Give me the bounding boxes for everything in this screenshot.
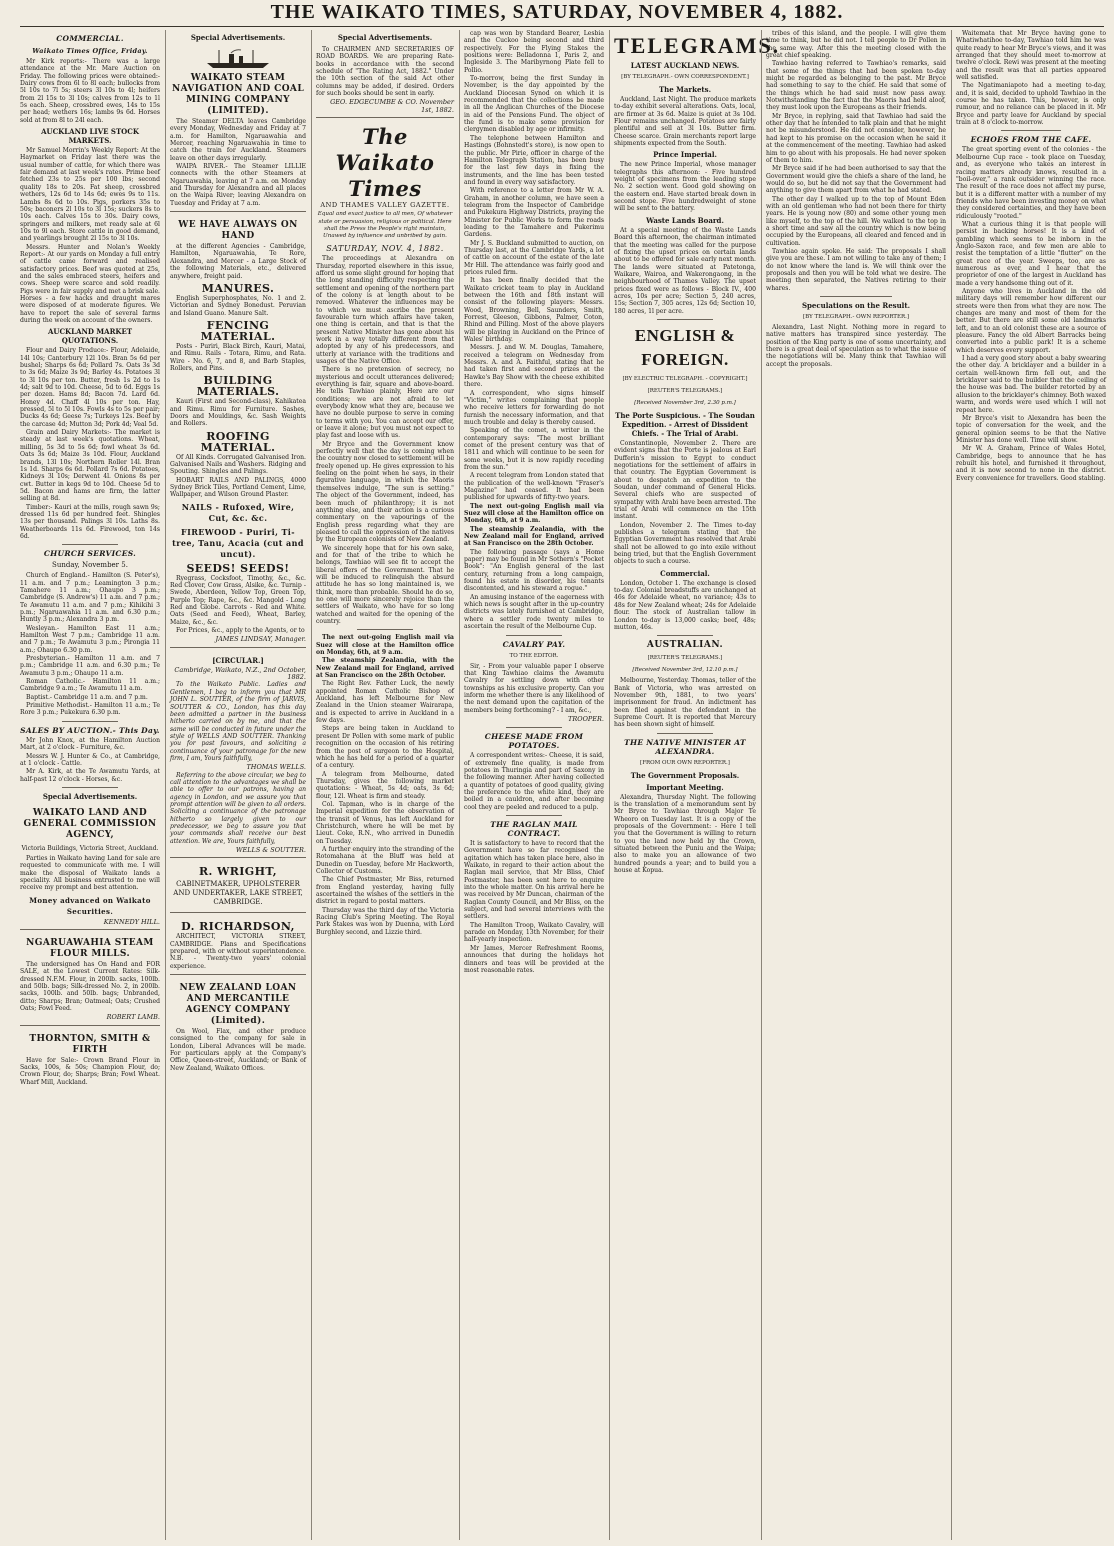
cafe-para: Mr W. A. Graham, Prince of Wales Hotel, Cambridge, begs to announce that he has rebuilt his hotel, and furnished it throughout, and it is now second to none in the district. Every convenience for travellers. Good stabling.	[956, 445, 1106, 482]
news-item: The Chief Postmaster, Mr Biss, returned from England yesterday, having fully ascertained the wishes of the settlers in the district in regard to postal matters.	[316, 876, 454, 906]
leader-para: There is no pretension of secrecy, no mysterious and occult utterances delivered; everything is fair, square and above-board. He tells Tawhiao plainly, Here are our conditions; we are not afraid to let everybody know what they are, because we have no double purpose to serve in coming to terms with you. You can accept our offer, or leave it alone; but you must not expect to play fast and loose with us.	[316, 366, 454, 440]
report-para: Waitemata that Mr Bryce having gone to Whatiwhatihoe to-day, Tawhiao told him he was quite ready to hear Mr Bryce's views, and it was arranged that they should meet to-morrow at twelve o'clock. Rewi was present at the meeting and the result was that all parties appeared well satisfied.	[956, 30, 1106, 82]
porte-heading: The Porte Suspicious. - The Soudan Expedition. - Arrest of Dissident Chiefs. - The Trial of Arabi.	[615, 410, 755, 438]
ad-body: Ryegrass, Cocksfoot, Timothy, &c., &c. Red Clover, Cow Grass, Alsike, &c. Turnip - Swede, Aberdeen, Yellow Top, Green Top, Purple Top; Rape, &c., &c. Mangold - Long Red and Globe. Carrots - Red and White. Oats (Seed and Feed), Wheat, Barley, Maize, &c., &c.	[170, 574, 306, 626]
telegram-body: London, November 2. The Times to-day publishes a telegram stating that the Egyptian Government has resolved that Arabi shall not be allowed to go into exile without being tried, but that the English Government objects to such a course.	[614, 521, 756, 566]
divider	[62, 544, 118, 545]
telegrams-sub: LATEST AUCKLAND NEWS.	[630, 61, 740, 70]
cheese-heading: CHEESE MADE FROM POTATOES.	[484, 732, 584, 751]
telegram-body: London, October 1. The exchange is closed to-day. Colonial breadstuffs are unchanged at 46s for Adelaide wheat, no variance; 43s to 48s for New Zealand wheat; 24s for Adelaide flour. The stock of Australian tallow in London to-day is 13,000 casks; beef, 48s; mutton, 46s.	[614, 579, 756, 631]
materials-building: BUILDING MATERIALS.	[196, 374, 280, 399]
ad-body: Kauri (First and Second-class), Kahikatea and Rimu. Rimu for Furniture. Sashes, Doors and Mouldings, &c. Sash Weights and Rollers.	[170, 398, 306, 428]
divider	[357, 629, 412, 630]
materials-manures: MANURES.	[201, 281, 275, 295]
column-rule	[311, 30, 312, 1540]
ad-sign: GEO. EDGECUMBE & CO. November 1st, 1882.	[330, 98, 454, 114]
divider	[820, 296, 892, 297]
gov-heading: The Government Proposals.	[630, 770, 740, 780]
commercial-heading: Commercial.	[660, 568, 710, 578]
waste-heading: Waste Lands Board.	[646, 215, 724, 225]
news-item: The steamship Zealandia, with the New Zealand mail for England, arrived at San Francisco on the 28th October.	[316, 657, 454, 680]
divider	[657, 319, 714, 320]
news-item: Speaking of the comet, a writer in the contemporary says: "The most brilliant comet of the present century was that of 1811 and which will continue to be seen for some weeks, but it is now rapidly receding from the sun."	[464, 427, 604, 471]
ad-sign: ROBERT LAMB.	[106, 1013, 160, 1022]
ad-body: The Steamer DELTA leaves Cambridge every Monday, Wednesday and Friday at 7 a.m. for Hamilton, Ngaruawahia and Mercer, reaching Ngaruawahia in time to catch the train for Auckland. Steamers leave on other days irregularly.	[170, 118, 306, 162]
special-heading: Special Advertisements.	[337, 33, 433, 42]
speculations-heading: Speculations on the Result.	[801, 301, 911, 311]
ad-steam-navigation	[170, 44, 306, 212]
church-heading: CHURCH SERVICES.	[43, 549, 137, 559]
news-item: Messrs. J. and W. M. Douglas, Tamahere, received a telegram on Wednesday from Messrs. A. and A. Faithful, stating that he had taken first and second prizes at the Hawke's Bay Show with the cheese exhibited there.	[464, 344, 604, 389]
telegrams-heading: TELEGRAMS.	[614, 33, 781, 58]
cheese-body: A correspondent writes:- Cheese, it is said, of extremely fine quality, is made from potatoes in Thuringia and part of Saxony in the following manner. After having collected a quantity of potatoes of good quality, giving the preference to the white kind, they are boiled in a cauldron, and after becoming cool they are peeled and reduced to a pulp.	[464, 752, 604, 811]
paper-title: The Waikato Times	[335, 124, 435, 202]
market-subheading: AUCKLAND LIVE STOCK MARKETS.	[41, 127, 139, 146]
sales-para: Mr John Knox, at the Hamilton Auction Mart, at 2 o'clock - Furniture, &c.	[20, 736, 160, 752]
ad-body: WAIPA RIVER.- The Steamer LILLIE connects with the other Steamers at Ngaruawahia, leaving at 7 a.m. on Monday and Thursday for Alexandra and all places on the Waipa River; leaving Alexandra on Tuesday and Friday at 7 a.m.	[170, 163, 306, 207]
divider	[1001, 130, 1061, 131]
news-item: Steps are being taken in Auckland to present Dr Pollen with some mark of public recognition on the occasion of his retiring from the post of surgeon to the Hospital, which he has held for a period of a quarter of a century.	[316, 725, 454, 770]
ad-body: Parties in Waikato having Land for sale are requested to communicate with me. I will make the disposal of Waikato lands a speciality. All business entrusted to me will receive my prompt and best attention.	[20, 854, 160, 892]
ad-sign: KENNEDY HILL.	[103, 917, 160, 926]
news-item: It has been finally decided that the Waikato cricket team to play in Auckland between the 16th and 18th instant will consist of the following players: Messrs. Wood, Browning, Bell, Saunders, Smith, Forrest, Gleeson, Gibbons, Palmer, Coton, Rhind and Pilling. Most of the above players will be playing in Auckland on the Prince of Wales' birthday.	[464, 277, 604, 344]
news-item: The steamship Zealandia, with the New Zealand mail for England, arrived at San Francisco on the 28th October.	[464, 525, 604, 548]
speculations-by: [BY TELEGRAPH.- OWN REPORTER.]	[802, 314, 910, 321]
report-para: Mr Bryce, in replying, said that Tawhiao had said the other day that he intended to talk plain and that he might not be misunderstood. He did not consider, however, he had kept to his promise on the occasion when he said it at the commencement of the meeting. Tawhiao had asked him to go about with his proposals. He had never spoken of them to him.	[766, 112, 946, 164]
ad-title: WE HAVE ALWAYS ON HAND	[178, 220, 298, 242]
ad-flour-mills	[20, 933, 160, 1026]
cavalry-sign: TROOPER.	[568, 714, 604, 723]
ad-sign: JAMES LINDSAY, Manager.	[215, 635, 306, 644]
news-item: The next out-going English mail via Suez will close at the Hamilton office on Monday, 6th, at 9 a.m.	[464, 502, 604, 525]
market-para: Mr Kirk reports:- There was a large attendance at the Mr. Mare Auction on Friday. The following prices were obtained:- Dairy cows from 6l to 8l each; bullocks from 5l 10s to 7l 5s; steers 3l 10s to 4l; heifers from 2l 15s to 3l 10s; calves from 12s to 1l 5s each. Sheep, crossbred ewes, 14s to 15s per head; wethers 16s; lambs 9s 6d. Horses sold at from 8l to 24l each.	[20, 58, 160, 124]
cavalry-body: Sir, - From your valuable paper I observe that King Tawhiao claims the Awamutu Cavalry for settling down with other townships as his exclusive property. Can you inform me whether there is any likelihood of the next demand upon the capitation of the members being forthcoming? - I am, &c.,	[464, 662, 604, 714]
church-para: Church of England.- Hamilton (S. Peter's), 11 a.m. and 7 p.m.; Leamington 3 p.m.; Tamahere 11 a.m.; Ohaupo 3 p.m.; Cambridge (S. Andrew's) 11 a.m. and 7 p.m.; Te Awamutu 11 a.m. and 7 p.m.; Kihikihi 3 p.m.; Ngaruawahia 11 a.m. and 6.30 p.m.; Huntly 3 p.m.; Alexandra 3 p.m.	[20, 572, 160, 624]
church-para: Presbyterian.- Hamilton 11 a.m. and 7 p.m.; Cambridge 11 a.m. and 6.30 p.m.; Te Awamutu 3 p.m.; Ohaupo 11 a.m.	[20, 655, 160, 677]
ad-thornton	[20, 1029, 160, 1090]
market-heading: Waikato Times Office, Friday.	[32, 47, 148, 55]
market-para: Messrs. Hunter and Nolan's Weekly Report:- At our yards on Monday a full entry of cattle came forward and realised satisfactory prices. Beef was quoted at 25s, and the sales embraced steers, heifers and cows. Sheep were scarce and sold readily. Pigs were in fair supply and met a brisk sale. Horses - a few hacks and draught mares were disposed of at moderate figures. We have to report the sale of several farms during the week on account of the owners.	[20, 243, 160, 324]
news-item: A further enquiry into the stranding of the Rotomahana at the Bluff was held at Dunedin on Tuesday, before Mr Hackworth, Collector of Customs.	[316, 845, 454, 875]
cavalry-heading: CAVALRY PAY.	[502, 639, 566, 649]
ad-body: Posts - Puriri, Black Birch, Kauri, Matai, and Rimu. Rails - Totara, Rimu, and Rata. Wire - No. 6, 7, and 8, and Barb Staples, Rollers, and Pins.	[170, 342, 306, 372]
raglan-body: The Hamilton Troop, Waikato Cavalry, will parade on Monday, 13th November, for their half-yearly inspection.	[464, 921, 604, 944]
column-7	[956, 30, 1106, 1540]
circular-sign: WELLS & SOUTTER.	[235, 846, 306, 855]
market-para: Mr Samuel Morrin's Weekly Report: At the Haymarket on Friday last there was the usual number of cattle, for which there was fair demand at last week's rates. Prime beef fetched 23s to 25s per 100 lbs; second quality 18s to 20s. Fat sheep, crossbred wethers, 12s 6d to 14s 6d; ewes 9s to 11s. Lambs 8s 6d to 10s. Pigs, porkers 35s to 50s; baconers 2l 10s to 3l 15s; suckers 8s to 10s each. Calves 15s to 30s. Dairy cows, springers and milkers, met ready sale at 6l 10s to 9l each. Store cattle in good demand, and yearlings brought 2l 15s to 3l 10s.	[20, 147, 160, 243]
divider	[506, 635, 562, 636]
circular-body: To the Waikato Public. Ladies and Gentlemen, I beg to inform you that MR JOHN L. SOUTTER, of the firm of JARVIS, SOUTTER & CO., London, has this day been admitted a partner in the business hitherto carried on by me, and that the same will be conducted in future under the style of WELLS AND SOUTTER. Thanking you for past favours, and soliciting a continuance of your patronage for the new firm, I am, Yours faithfully,	[170, 681, 306, 762]
divider	[506, 815, 562, 816]
news-item: The telephone between Hamilton and Hastings (Bohnstedt's store), is now open to the public. Mr Pirie, officer in charge of the Hamilton Telegraph Station, has been busy for the last few days in fixing the instruments, and the line has been tested and found in every way satisfactory.	[464, 134, 604, 186]
australian-reuter: [REUTER'S TELEGRAMS.]	[647, 655, 723, 662]
telegram-body: At a special meeting of the Waste Lands Board this afternoon, the chairman intimated that the meeting was called for the purpose of fixing the upset prices on certain lands about to be offered for sale early next month. The lands were situated at Patetonga, Waikare, Wairoa, and Wakerongaong, in the neighbourhood of Thames Valley. The upset prices fixed were as follows - Block IV., 400 acres, 10s per acre; Section 5, 240 acres, 15s; Section 7, 305 acres, 12s 6d; Section 10, 180 acres, 1l per acre.	[614, 226, 756, 315]
report-para: The other day I walked up to the top of Mount Eden with an old gentleman who had not been there for thirty years. He is young now (80) and some other young men like myself, to the top of the hill. We walked to the top in a short time and saw all the country which is now being occupied by the Europeans, all cleared and fenced and in cultivation.	[766, 195, 946, 247]
dateline: SATURDAY, NOV. 4, 1882.	[326, 243, 444, 253]
market-subheading: AUCKLAND MARKET QUOTATIONS.	[47, 327, 133, 346]
divider	[657, 635, 714, 636]
news-item: An amusing instance of the eagerness with which news is sought after in the up-country districts was lately furnished at Cambridge, where a settler rode twenty miles to ascertain the result of the Melbourne Cup.	[464, 593, 604, 631]
ad-title: NEW ZEALAND LOAN AND MERCANTILE AGENCY COMPANY (Limited).	[179, 983, 297, 1027]
column-5	[614, 30, 781, 1540]
native-heading: THE NATIVE MINISTER AT ALEXANDRA.	[624, 737, 746, 756]
divider	[62, 721, 118, 722]
materials-seeds: SEEDS! SEEDS!	[186, 561, 290, 575]
leader-para: The proceedings at Alexandra on Thursday, reported elsewhere in this issue, afford us some slight ground for hoping that the long standing difficulty respecting the settlement and opening of the northern part of the colony is at length about to be removed. Whatever the influences may be to which we must ascribe the present favourable turn which affairs have taken, one thing is certain, and that is that the present Native Minister has gone about his work in a way totally different from that adopted by any of his predecessors, and utterly at variance with the traditions and usages of the Native Office.	[316, 255, 454, 365]
special-heading: Special Advertisements.	[42, 791, 138, 801]
ad-materials	[170, 215, 306, 648]
raglan-body: It is satisfactory to have to record that the Government have so far recognised the agitation which has taken place here, also in Waikato, in regard to their action about the Raglan mail service, that Mr Bliss, Chief Postmaster, has been sent here to enquire into the whole matter. On his arrival here he was received by Mr Duncan, chairman of the Raglan County Council, and Mr Bliss, on the subject, and had several interviews with the settlers.	[464, 840, 604, 921]
ad-body: ARCHITECT, VICTORIA STREET, CAMBRIDGE. Plans and Specifications prepared, with or without superintendence. N.B. - Twenty-two years' colonial experience.	[170, 933, 306, 970]
ad-title: D. RICHARDSON,	[181, 920, 295, 934]
news-item: A correspondent, who signs himself "Victim," writes complaining that people who receive letters for forwarding do not furnish the necessary information, and that much trouble and delay is thereby caused.	[464, 389, 604, 426]
telegram-body: Auckland, Last Night. The produce markets to-day exhibit several alterations. Oats, local, are firmer at 3s 6d. Maize is quiet at 3s 10d. Flour remains unchanged. Potatoes are fairly plentiful and sell at 3l 10s. Butter firm. Cheese scarce. Grain merchants report large shipments expected from the South.	[614, 96, 756, 148]
church-date: Sunday, November 5.	[52, 561, 128, 570]
ad-body: English Superphosphates, No. 1 and 2. Victorian and Sydney Bonedust. Peruvian and Island Guano. Manure Salt.	[170, 294, 306, 317]
australian-received: [Received November 3rd, 12.10 p.m.]	[632, 667, 738, 674]
english-reuter: [REUTER'S TELEGRAMS.]	[647, 387, 723, 394]
ad-body: On Wool, Flax, and other produce consigned to the company for sale in London, Liberal Advances will be made. For particulars apply at the Company's Office, Queen-street, Auckland; or Bank of New Zealand, Waikato Offices.	[170, 1028, 306, 1072]
header-rule	[20, 26, 1104, 27]
commercial-heading: COMMERCIAL.	[56, 34, 124, 43]
news-item: A telegram from Melbourne, dated Thursday, gives the following market quotations: - Wheat, 5s 4d; oats, 3s 6d; flour, 12l. Wheat is firm and steady.	[316, 770, 454, 800]
native-by: [FROM OUR OWN REPORTER.]	[640, 759, 730, 766]
raglan-heading: THE RAGLAN MAIL CONTRACT.	[490, 820, 578, 838]
ad-title: THORNTON, SMITH & FIRTH	[29, 1033, 151, 1055]
news-item: Thursday was the third day of the Victoria Racing Club's Spring Meeting. The Royal Park Stakes was won by Duenna, with Lord Burghley second, and Lizzie third.	[316, 906, 454, 936]
ad-body: To CHAIRMEN AND SECRETARIES OF ROAD BOARDS. We are preparing Rate-books in accordance with the second schedule of "The Rating Act, 1882." Under the 10th section of the said Act other columns may be added, if desired. Orders for such books should be sent in early.	[316, 46, 454, 98]
column-rule	[951, 30, 952, 1540]
news-item: Mr J. S. Buckland submitted to auction, on Thursday last, at the Cambridge Yards, a lot of cattle on account of the estate of the late Mr Hill. The attendance was fairly good and prices ruled firm.	[464, 239, 604, 276]
ad-body: The undersigned has On Hand and FOR SALE, at the Lowest Current Rates: Silk-dressed N.F.M. Flour, in 200lb. sacks, 100lb. and 50lb. bags; Silk-dressed No. 2, in 200lb. sacks, 100lb. and 50lb. bags; Unbranded, ditto; Sharps; Bran; Oatmeal; Oats; Crushed Oats; Fowl Feed.	[20, 960, 160, 1012]
divider	[506, 727, 562, 728]
report-para: Tawhiao having referred to Tawhiao's remarks, said that some of the things that had been spoken to-day might be regarded as belonging to the past. Mr Bryce had something to say to the chief. He said that some of the things which he had said must now pass away. Notwithstanding the fact that the Maoris had held aloof, they must look upon the Europeans as their friends.	[766, 60, 946, 112]
special-heading: Special Advertisements.	[190, 33, 286, 42]
ad-richardson	[170, 916, 306, 975]
leader-para: Mr Bryce and the Government know perfectly well that the day is coming when the country now closed to settlement will be freely opened up. He gives expression to his feeling on the point when he says, in their figurative language, in which the Maoris themselves indulge, "The sun is setting." The object of the Government, indeed, has been much of philanthropy; it is not anything else, and their action is a curious commentary on the vapourings of the English press regarding what they are pleased to call the oppression of the natives by the European colonists of New Zealand.	[316, 440, 454, 544]
markets-heading: The Markets.	[658, 85, 712, 94]
market-para: Grain and Dairy Markets:- The market is steady at last week's quotations. Wheat, milling, 5s 3d to 5s 6d; fowl wheat 3s 6d. Oats 3s 6d; Maize 3s 10d. Flour, Auckland brands, 13l 10s; Northern Roller 14l. Bran 1s 1d. Sharps 6s 6d. Pollard 7s 6d. Potatoes, Kidneys 3l 10s; Derwent 4l. Onions 8s per cwt. Butter in kegs 9d to 10d. Cheese 5d to 5d. Bacon and hams are firm, the latter selling at 8d.	[20, 429, 160, 503]
column-2	[170, 30, 306, 1540]
ad-money: Money advanced on Waikato Securities.	[29, 895, 151, 916]
english-received: [Received November 3rd, 2.30 p.m.]	[634, 399, 736, 406]
circular-place: Cambridge, Waikato, N.Z., 2nd October, 1882.	[174, 665, 306, 682]
cavalry-to: TO THE EDITOR.	[509, 652, 559, 659]
column-3	[316, 30, 454, 1540]
ad-rate-books	[316, 44, 454, 118]
cafe-para: Mr Bryce's visit to Alexandra has been the topic of conversation for the week, and the general opinion seems to be that the Native Minister has done well. Time will show.	[956, 414, 1106, 444]
ad-body: Of All Kinds. Corrugated Galvanised Iron. Galvanised Nails and Washers. Ridging and Spouting. Shingles and Palings.	[170, 453, 306, 476]
church-para: Baptist.- Cambridge 11 a.m. and 7 p.m.	[26, 693, 148, 701]
materials-firewood: FIREWOOD - Puriri, Ti-tree, Tanu, Acacia (cut and uncut).	[172, 526, 304, 559]
report-para: Mr Bryce said if he had been authorised to say that the Government would give the chiefs a share of the land, he would do so, but he did not say that the Government had anything to give them apart from what he had stated.	[766, 165, 946, 195]
prince-heading: Prince Imperial.	[653, 150, 717, 160]
raglan-body: Mr James, Mercer Refreshment Rooms, announces that during the holidays hot dinners and teas will be provided at the most reasonable rates.	[464, 944, 604, 974]
ad-land-agency	[20, 803, 160, 930]
ad-body: at the different Agencies - Cambridge, Hamilton, Ngaruawahia, Te Rore, Alexandra, and Mercer - a Large Stock of the following Materials, etc., delivered anywhere, freight paid.	[170, 243, 306, 280]
telegram-body: Constantinople, November 2. There are evident signs that the Porte is jealous at Earl Dufferin's mission to Egypt to conduct negotiations for the settlement of affairs in that country. The Egyptian Government is about to despatch an expedition to the Soudan, under command of General Hicks. Several chiefs who are suspected of sympathy with Arabi have been arrested. The trial of Arabi will commence on the 15th instant.	[614, 439, 756, 521]
materials-nails: NAILS - Rufoxed, Wire, Cut, &c. &c.	[181, 501, 295, 523]
church-para: Primitive Methodist.- Hamilton 11 a.m.; Te Rore 3 p.m.; Pukekura 6.30 p.m.	[20, 702, 160, 717]
report-para: Alexandra, Last Night. Nothing more in regard to native matters has transpired since yesterday. The position of the King party is one of some uncertainty, and there is a great deal of speculation as to what the issue of the negotiations will be. Many think that Tawhiao will accept the proposals.	[766, 324, 946, 368]
circular-body: Referring to the above circular, we beg to call attention to the advantages we shall be able to offer to our patrons, having an agency in London, and we assure you that prompt attention will be given to all orders. Soliciting a continuance of the patronage hitherto so largely given to our predecessor, we beg to assure you that your commands shall receive our best attention. We are, Yours faithfully,	[170, 771, 306, 845]
column-4	[464, 30, 604, 1540]
news-item: The next out-going English mail via Suez will close at the Hamilton office on Monday, 6th, at 9 a.m.	[316, 634, 454, 657]
church-para: Wesleyan.- Hamilton East 11 a.m.; Hamilton West 7 p.m.; Cambridge 11 a.m. and 7 p.m.; Te Awamutu 3 p.m.; Pirongia 11 a.m.; Ohaupo 6.30 p.m.	[20, 624, 160, 654]
ad-title: R. WRIGHT,	[198, 865, 278, 879]
news-item: The Right Rev. Father Luck, the newly appointed Roman Catholic Bishop of Auckland, has left Melbourne for New Zealand in the Union steamer Wairarapa, and is expected to arrive in Auckland in a few days.	[316, 680, 454, 725]
church-para: Roman Catholic.- Hamilton 11 a.m.; Cambridge 9 a.m.; Te Awamutu 11 a.m.	[20, 678, 160, 693]
column-rule	[459, 30, 460, 1540]
ad-body: For Prices, &c., apply to the Agents, or to	[176, 627, 305, 635]
ad-circular	[170, 651, 306, 859]
report-para: The Ngatimaniapoto had a meeting to-day, and, it is said, decided to uphold Tawhiao in the course he has taken. This, however, is only rumour, and no reliance can be placed in it. Mr Bryce and party leave for Auckland by special train at 8 o'clock to-morrow.	[956, 82, 1106, 127]
sales-heading: SALES BY AUCTION.- This Day.	[20, 725, 160, 735]
news-item: With reference to a letter from Mr W. A. Graham, in another column, we have seen a telegram from the Inspector of Cambridge and Pukekura Highway Districts, praying the Minister for Public Works to form the roads leading to the Tamahere and Pukerimu Gardens.	[464, 187, 604, 239]
paper-motto: Equal and exact justice to all men, Of whatever state or persuasion, religious or political. Here shall the Press the People's right maintain, Unawed by influence and unbribed by gain.	[317, 211, 453, 240]
english-by: [BY ELECTRIC TELEGRAPH. - COPYRIGHT.]	[622, 375, 748, 382]
materials-roofing: ROOFING MATERIAL.	[200, 429, 276, 454]
column-rule	[609, 30, 610, 1540]
telegrams-by: [BY TELEGRAPH.- OWN CORRESPONDENT.]	[621, 74, 749, 80]
news-item: Col. Tapman, who is in charge of the Imperial expedition for the observation of the transit of Venus, has left Auckland for Christchurch, where he will be met by Lieut. Coke, R.N., who arrived in Dunedin on Tuesday.	[316, 800, 454, 845]
ad-body: Have for Sale:- Crown Brand Flour in Sacks, 100s, & 50s; Champion Flour, do; Crown Flour, do; Sharps; Bran; Fowl Wheat. Wharf Mill, Auckland.	[20, 1056, 160, 1086]
ad-title: NGARUAWAHIA STEAM FLOUR MILLS.	[26, 937, 154, 959]
news-item: A recent telegram from London stated that the publication of the well-known "Fraser's Magazine" had ceased. It had been published for upwards of fifty-two years.	[464, 472, 604, 502]
market-para: Flour and Dairy Produce:- Flour, Adelaide, 14l 10s; Canterbury 12l 10s. Bran 5s 6d per bushel; Sharps 6s 6d; Pollard 7s. Oats 3s 3d to 3s 6d; Maize 3s 9d; Barley 4s. Potatoes 3l to 3l 10s per ton. Butter, fresh 1s 2d to 1s 4d; salt 9d to 10d. Cheese, 5d to 6d. Eggs 1s per dozen. Hams 8d; Bacon 7d. Lard 6d. Honey 4d. Chaff 4l 10s per ton. Hay, pressed, 5l to 5l 10s. Fowls 4s to 5s per pair; Ducks 4s 6d; Geese 7s; Turkeys 12s. Beef by the carcase 4d; Mutton 3d; Pork 4d; Veal 5d.	[20, 347, 160, 428]
ad-title: WAIKATO STEAM NAVIGATION AND COAL MINING COMPANY (LIMITED).	[171, 73, 305, 116]
column-rule	[165, 30, 166, 1540]
report-para: Tawhiao again spoke. He said: The proposals I shall give you are these. I am not willing to take any of them; I do not know where the land is. We will think over the proposals and then you will be told what we desire. The meeting then separated, the Natives retiring to their whares.	[766, 247, 946, 292]
divider	[657, 733, 714, 734]
ad-body: CABINETMAKER, UPHOLSTERER AND UNDERTAKER, LAKE STREET, CAMBRIDGE.	[173, 880, 303, 907]
report-para: tribes of this island, and the people. I will give them time to think, but he did not. I tell people to Dr Pollen in the same way. After this the meeting closed with the great chief speaking.	[766, 30, 946, 60]
cafe-para: What a curious thing it is that people will persist in backing horses! It is a kind of gambling which seems to be inborn in the Anglo-Saxon race, and few men are able to resist the temptation of a little "flutter" on the great race of the year. Sweeps, too, are as numerous as ever, and I hear that the proprietor of one of the largest in Auckland has made a very handsome thing out of it.	[956, 220, 1106, 287]
ad-subtitle: Victoria Buildings, Victoria Street, Auckland.	[21, 844, 159, 852]
steamer-icon	[203, 48, 273, 70]
leader-para: We sincerely hope that for his own sake, and for that of the tribe to which he belongs, Tawhiao will see fit to accept the liberal offers of the Government. That he will be induced to relinquish the absurd attitude he has so long maintained is, we think, more than probable. Should he do so, no one will more sincerely rejoice than the settlers of Waikato, who have for so long watched and waited for the opening of the country.	[316, 544, 454, 625]
column-6	[766, 30, 946, 1540]
divider	[62, 787, 118, 788]
news-item: The following passage (says a Home paper) may be found in Mr Sothern's "Pocket Book": "An English general of the last century, returning from a long campaign, found his estate in disorder, his tenants discontented, and his steward a rogue."	[464, 548, 604, 593]
cafe-heading: ECHOES FROM THE CAFE.	[970, 135, 1092, 145]
materials-fencing: FENCING MATERIAL.	[200, 318, 276, 343]
cafe-para: The great sporting event of the colonies - the Melbourne Cup race - took place on Tuesday, and, as everyone who takes an interest in racing matters already knows, resulted in a "boil-over," a rank outsider winning the race. The result of the race does not affect my purse, but it is a different matter with a number of my friends who have been investing money on what they considered certainties, and they have been ridiculously "rooted."	[956, 146, 1106, 220]
telegram-body: Alexandra, Thursday Night. The following is the translation of a memorandum sent by Mr Bryce to Tawhiao through Major Te Wheoro on Tuesday last. It is a copy of the proposals of the Government: - Here I tell you that the Government is willing to return to you the land now held by the Crown, situated between the Puniu and the Waipa; also to make you an allowance of two hundred pounds a year; and to build you a house at Kopua.	[614, 793, 756, 875]
circular-title: [CIRCULAR.]	[212, 655, 264, 665]
column-rule	[761, 30, 762, 1540]
circular-sign: THOMAS WELLS.	[246, 763, 306, 772]
cafe-para: Anyone who lives in Auckland in the old military days will remember how different our streets were then from what they are now. The changes are many and most of them for the better. But there are still some old landmarks left, and to an old colonist these are a source of pleasure. Fancy the old Albert Barracks being converted into a public park! It is a scheme which deserves every support.	[956, 288, 1106, 354]
ad-body: HOBART RAILS AND PALINGS, 4000 Sydney Brick Tiles, Portland Cement, Lime, Wallpaper, and Wilson Ground Plaster.	[170, 476, 306, 499]
english-heading: ENGLISH & FOREIGN.	[634, 325, 736, 369]
news-item: To-morrow, being the first Sunday in November, is the day appointed by the Auckland Diocesan Synod on which it is recommended that the collections be made in all the Anglican Churches of the Diocese in aid of the Pensions Fund. The object of the fund is to make some provision for clergymen disabled by age or infirmity.	[464, 75, 604, 134]
australian-heading: AUSTRALIAN.	[646, 640, 724, 651]
ad-title: WAIKATO LAND AND GENERAL COMMISSION AGENCY,	[23, 807, 157, 840]
important-heading: Important Meeting.	[646, 782, 724, 792]
sales-para: Messrs W. J. Hunter & Co., at Cambridge, at 1 o'clock - Cattle.	[20, 752, 160, 767]
news-item: cap was won by Standard Bearer, Lesbia and the Cuckoo being second and third respectively. For the Flying Stakes the positions were: Belladonna 1, Paris 2, and Ingleside 3. The Maribyrnong Plate fell to Pollio.	[464, 30, 604, 74]
telegram-body: Melbourne, Yesterday. Thomas, teller of the Bank of Victoria, who was arrested on November 9th, 1881, to two years' imprisonment for fraud. An indictment has been filed against the defendant in the Supreme Court. It is reported that Mercury has been shown sight of himself.	[614, 677, 756, 729]
sales-para: Mr A. Kirk, at the Te Awamutu Yards, at half-past 12 o'clock - Horses, &c.	[20, 768, 160, 783]
market-para: Timber:- Kauri at the mills, rough sawn 9s; dressed 11s 6d per hundred feet. Shingles 13s per thousand. Palings 3l 10s. Laths 8s. Weatherboards 11s 6d. Firewood, ton 14s 6d.	[20, 503, 160, 540]
masthead: THE WAIKATO TIMES, SATURDAY, NOVEMBER 4, 1882.	[270, 1, 844, 23]
ad-loan-agency	[170, 978, 306, 1076]
telegram-body: The new Prince Imperial, whose manager telegraphs this afternoon: - Five hundred weight of specimens from the leading stope No. 2 section went. Good gold showing on the eastern end. Have started break down in second stope. Five hundredweight of stone will be sent to the battery.	[614, 161, 756, 213]
paper-subtitle: AND THAMES VALLEY GAZETTE.	[320, 201, 450, 210]
column-1	[20, 30, 160, 1540]
cafe-para: I had a very good story about a baby swearing the other day. A bricklayer and a builder in a certain well-known firm fell out, and the bricklayer said to the builder that the ceiling of the house was bad. The builder retorted by an allusion to the bricklayer's chimney. Both waxed warm, and words were used which I will not repeat here.	[956, 355, 1106, 414]
ad-wright	[170, 861, 306, 913]
